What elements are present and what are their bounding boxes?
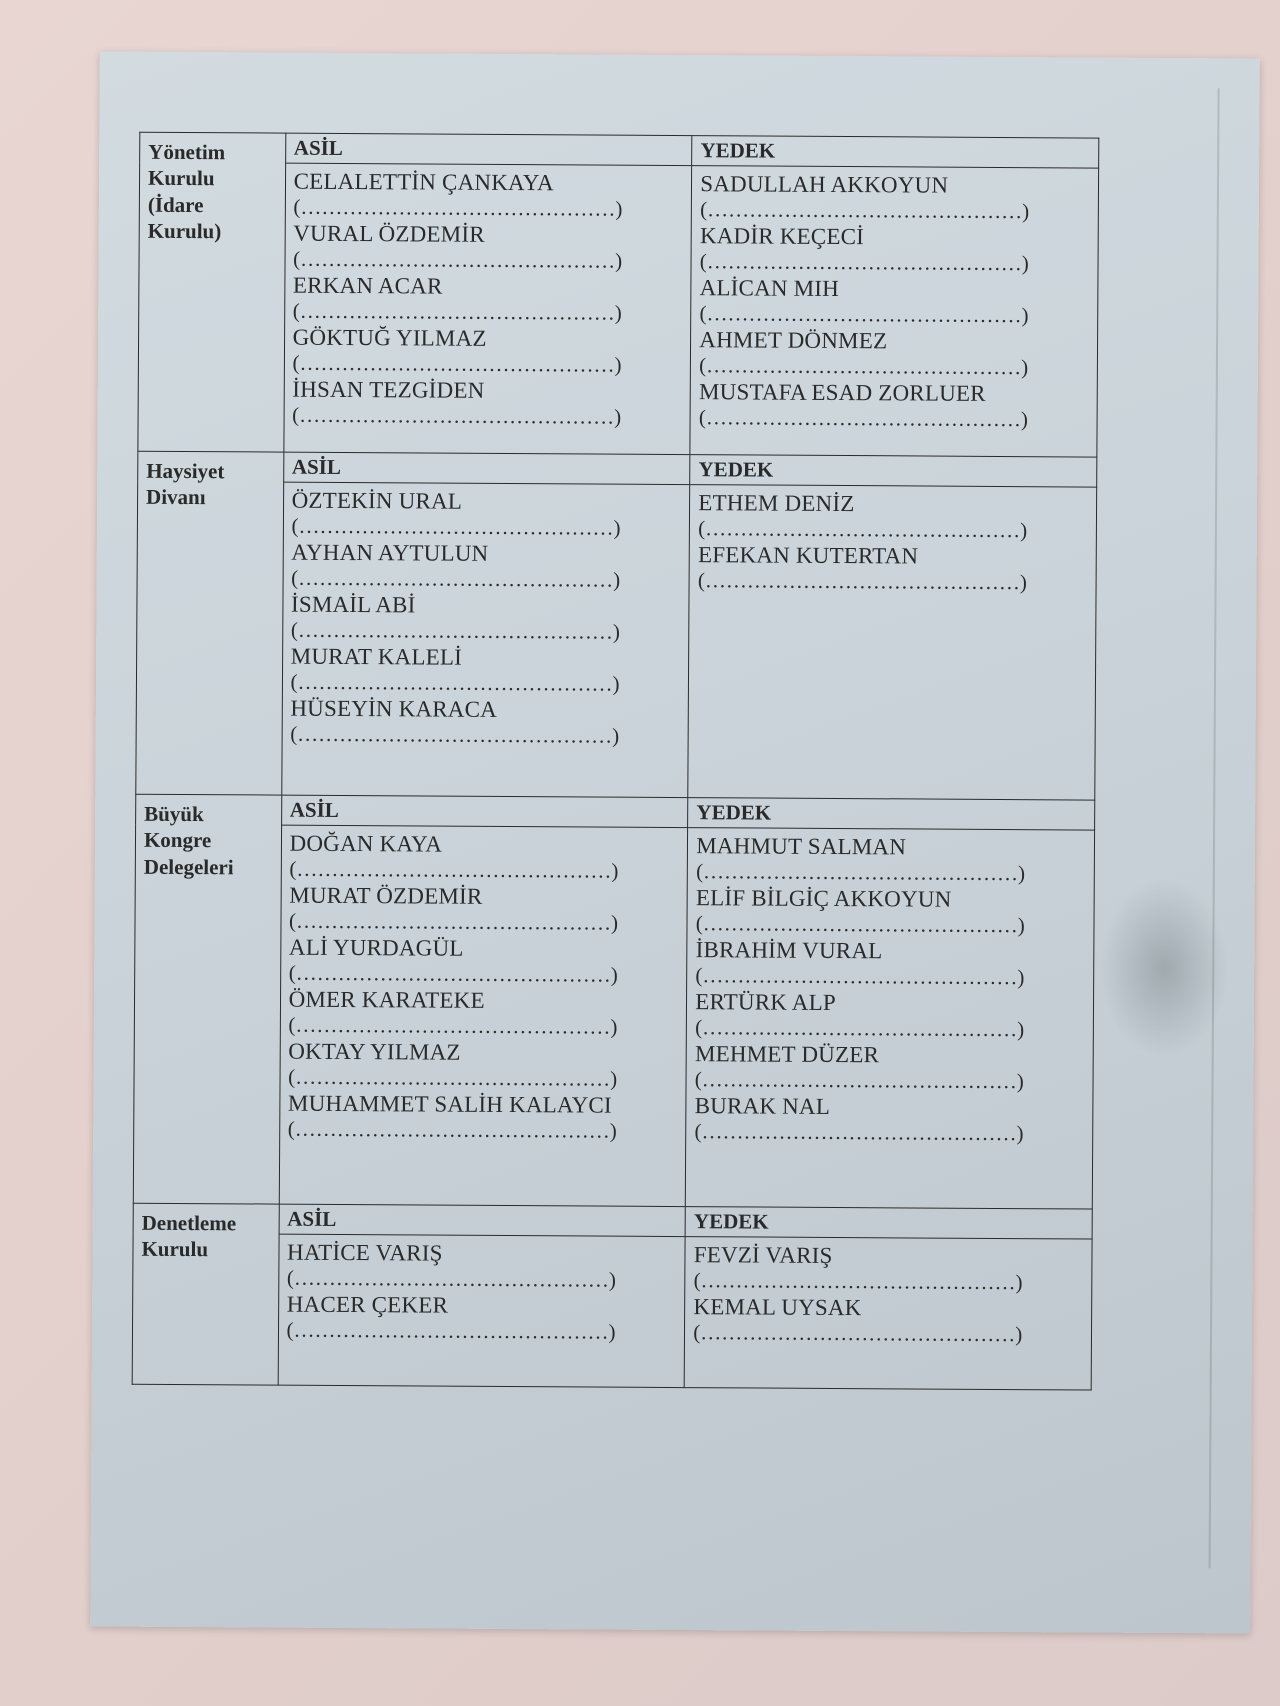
candidate-name: MUSTAFA ESAD ZORLUER xyxy=(698,379,986,406)
candidate-name: DOĞAN KAYA xyxy=(289,830,443,857)
candidate-entry xyxy=(293,220,683,274)
yedek-column xyxy=(688,485,1097,800)
yedek-header: YEDEK xyxy=(688,798,1095,830)
signature-line[interactable]: (………………………………………) xyxy=(693,1320,1023,1347)
signature-line[interactable]: (………………………………………) xyxy=(290,617,620,644)
yedek-column xyxy=(684,1237,1092,1390)
signature-line[interactable]: (………………………………………) xyxy=(289,908,619,935)
asil-header: ASİL xyxy=(283,452,690,484)
candidate-entry xyxy=(287,1239,677,1293)
signature-line[interactable]: (………………………………………) xyxy=(287,1116,617,1143)
candidate-name: HÜSEYİN KARACA xyxy=(290,695,498,722)
candidate-name: MURAT KALELİ xyxy=(290,643,463,670)
signature-line[interactable]: (………………………………………) xyxy=(292,298,622,325)
candidate-entry xyxy=(292,324,682,378)
yedek-column xyxy=(686,828,1095,1209)
candidate-entry xyxy=(699,378,1089,432)
signature-line[interactable]: (………………………………………) xyxy=(292,402,622,429)
asil-column xyxy=(281,482,690,797)
section-header-row xyxy=(133,1203,1092,1239)
section-category: Yönetim Kurulu (İdare Kurulu) xyxy=(138,132,286,452)
candidate-name: İHSAN TEZGİDEN xyxy=(292,376,485,403)
candidate-entry xyxy=(288,1090,678,1144)
candidate-name: HATİCE VARIŞ xyxy=(286,1239,443,1266)
candidate-entry xyxy=(287,1291,677,1345)
candidate-name: KADİR KEÇECİ xyxy=(699,223,865,250)
signature-line[interactable]: (………………………………………) xyxy=(286,1265,616,1292)
candidate-name: GÖKTUĞ YILMAZ xyxy=(292,324,487,351)
candidate-entry xyxy=(700,170,1090,224)
candidate-name: MAHMUT SALMAN xyxy=(696,833,907,860)
signature-line[interactable]: (………………………………………) xyxy=(694,1119,1024,1146)
signature-line[interactable]: (………………………………………) xyxy=(698,405,1028,432)
candidate-name: MUHAMMET SALİH KALAYCI xyxy=(287,1090,612,1118)
candidate-entry xyxy=(293,272,683,326)
yedek-header: YEDEK xyxy=(685,1207,1092,1239)
asil-header: ASİL xyxy=(279,1204,686,1236)
candidate-name: İBRAHİM VURAL xyxy=(695,937,883,964)
candidate-entry xyxy=(290,695,680,749)
candidate-name: ERTÜRK ALP xyxy=(695,989,836,1015)
signature-line[interactable]: (………………………………………) xyxy=(694,1067,1024,1094)
candidate-entry xyxy=(700,222,1090,276)
signature-line[interactable]: (………………………………………) xyxy=(286,1317,616,1344)
signature-line[interactable]: (………………………………………) xyxy=(699,353,1029,380)
candidate-name: MEHMET DÜZER xyxy=(694,1041,880,1068)
asil-column xyxy=(283,163,691,454)
candidate-name: BURAK NAL xyxy=(694,1093,831,1119)
signature-line[interactable]: (………………………………………) xyxy=(699,249,1029,276)
signature-line[interactable]: (………………………………………) xyxy=(695,1015,1025,1042)
candidate-name: HACER ÇEKER xyxy=(286,1291,449,1318)
candidate-entry xyxy=(699,326,1089,380)
candidate-entry xyxy=(694,1241,1084,1295)
yedek-column xyxy=(690,166,1098,457)
candidate-entry xyxy=(293,168,683,222)
signature-line[interactable]: (………………………………………) xyxy=(290,669,620,696)
candidate-entry xyxy=(291,487,681,541)
section-category: Denetleme Kurulu xyxy=(132,1203,279,1385)
signature-line[interactable]: (………………………………………) xyxy=(693,1268,1023,1295)
signature-line[interactable]: (………………………………………) xyxy=(288,1064,618,1091)
signature-line[interactable]: (………………………………………) xyxy=(288,1012,618,1039)
candidate-entry xyxy=(695,936,1085,990)
candidate-name: CELALETTİN ÇANKAYA xyxy=(293,168,554,196)
yedek-header: YEDEK xyxy=(692,136,1099,168)
signature-line[interactable]: (………………………………………) xyxy=(697,568,1027,595)
paper-fold-line xyxy=(1209,88,1220,1568)
candidate-name: KEMAL UYSAK xyxy=(693,1294,862,1321)
candidate-name: ALİ YURDAGÜL xyxy=(288,934,464,961)
candidate-entry xyxy=(289,934,679,988)
candidate-entry xyxy=(698,541,1088,595)
candidate-entry xyxy=(290,643,680,697)
candidate-name: EFEKAN KUTERTAN xyxy=(697,542,919,569)
section-category: Haysiyet Divanı xyxy=(136,451,284,795)
candidate-name: ERKAN ACAR xyxy=(292,272,443,299)
signature-line[interactable]: (………………………………………) xyxy=(288,960,618,987)
ballot-paper xyxy=(90,51,1260,1633)
signature-line[interactable]: (………………………………………) xyxy=(696,859,1026,886)
signature-line[interactable]: (………………………………………) xyxy=(291,513,621,540)
section-category: Büyük Kongre Delegeleri xyxy=(133,794,281,1204)
candidate-name: OKTAY YILMAZ xyxy=(288,1038,461,1065)
candidate-name: MURAT ÖZDEMİR xyxy=(289,882,483,909)
yedek-header: YEDEK xyxy=(690,455,1097,487)
candidate-entry xyxy=(291,539,681,593)
candidate-entry xyxy=(696,884,1086,938)
signature-line[interactable]: (………………………………………) xyxy=(695,911,1025,938)
signature-line[interactable]: (………………………………………) xyxy=(292,350,622,377)
candidate-name: ETHEM DENİZ xyxy=(698,490,855,517)
signature-line[interactable]: (………………………………………) xyxy=(695,963,1025,990)
candidate-name: SADULLAH AKKOYUN xyxy=(700,171,949,198)
candidate-name: ELİF BİLGİÇ AKKOYUN xyxy=(695,885,952,912)
section-header-row xyxy=(140,132,1099,168)
candidate-name: AHMET DÖNMEZ xyxy=(699,327,888,354)
candidate-entry xyxy=(693,1293,1083,1347)
candidate-name: ÖMER KARATEKE xyxy=(288,986,485,1013)
candidate-name: ALİCAN MIH xyxy=(699,275,840,301)
signature-line[interactable]: (………………………………………) xyxy=(699,301,1029,328)
candidate-table xyxy=(132,132,1100,1391)
candidate-entry xyxy=(289,882,679,936)
asil-header: ASİL xyxy=(285,133,692,165)
section-header-row xyxy=(138,451,1097,487)
candidate-entry xyxy=(699,274,1089,328)
candidate-entry xyxy=(694,1092,1084,1146)
signature-line[interactable]: (………………………………………) xyxy=(293,246,623,273)
candidate-entry xyxy=(695,1040,1085,1094)
signature-line[interactable]: (………………………………………) xyxy=(289,856,619,883)
signature-line[interactable]: (………………………………………) xyxy=(290,721,620,748)
candidate-entry xyxy=(291,591,681,645)
candidate-name: FEVZİ VARIŞ xyxy=(693,1242,833,1268)
asil-column xyxy=(279,825,688,1206)
candidate-name: VURAL ÖZDEMİR xyxy=(293,220,485,247)
candidate-entry xyxy=(288,1038,678,1092)
candidate-name: İSMAİL ABİ xyxy=(290,591,416,618)
candidate-entry xyxy=(698,489,1088,543)
signature-line[interactable]: (………………………………………) xyxy=(698,516,1028,543)
toner-smudge xyxy=(1099,878,1230,1059)
asil-column xyxy=(278,1234,686,1387)
signature-line[interactable]: (………………………………………) xyxy=(291,565,621,592)
signature-line[interactable]: (………………………………………) xyxy=(700,197,1030,224)
candidate-entry xyxy=(288,986,678,1040)
candidate-entry xyxy=(292,376,682,430)
candidate-entry xyxy=(695,988,1085,1042)
candidate-entry xyxy=(289,830,679,884)
candidate-name: ÖZTEKİN URAL xyxy=(291,487,463,514)
candidate-entry xyxy=(696,832,1086,886)
signature-line[interactable]: (………………………………………) xyxy=(293,194,623,221)
asil-header: ASİL xyxy=(281,795,688,827)
candidate-name: AYHAN AYTULUN xyxy=(291,539,489,566)
section-header-row xyxy=(136,794,1095,830)
